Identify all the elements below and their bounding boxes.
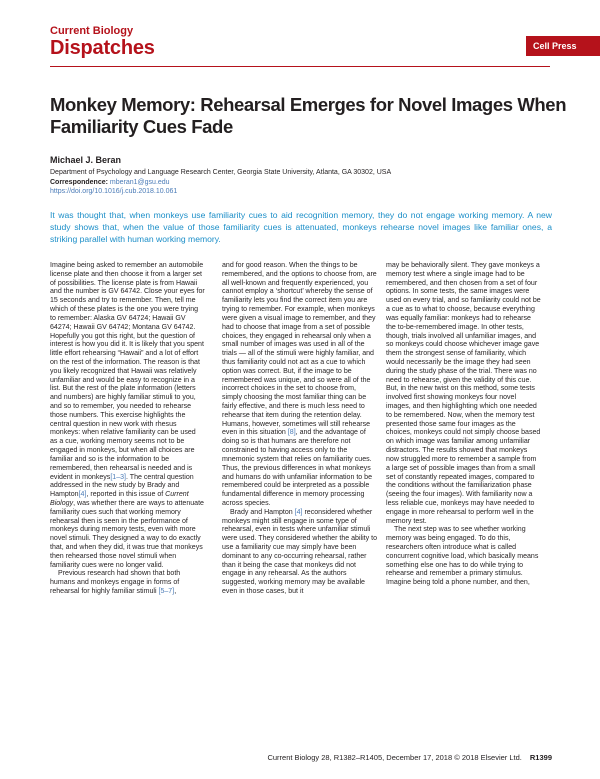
doi-link[interactable]: https://doi.org/10.1016/j.cub.2018.10.061 bbox=[50, 188, 178, 195]
correspondence-email[interactable]: mberan1@gsu.edu bbox=[109, 178, 170, 186]
citation-link[interactable]: [8] bbox=[287, 429, 296, 437]
page-number: R1399 bbox=[529, 753, 552, 762]
article-title: Monkey Memory: Rehearsal Emerges for Novel Images When Familiarity Cues Fade bbox=[50, 94, 567, 137]
citation-link[interactable]: [4] bbox=[294, 508, 303, 516]
affiliation-block bbox=[50, 168, 391, 197]
citation-link[interactable]: [1–3] bbox=[110, 473, 127, 481]
body-column-1 bbox=[50, 262, 205, 597]
journal-name: Current Biology bbox=[50, 25, 134, 37]
paragraph: Brady and Hampton [4] reconsidered whether monkeys might still engage in some type of rehearsal, even in tests where unfamiliar stimuli were used. They considered whether the ability to use a familiarity cue may simply have been dominant to any co-occurring rehearsal, rather than it being the case that monkeys did not engage in any rehearsal. As the authors suggested, working memory may be available even in those cases, but it bbox=[222, 508, 377, 596]
affiliation: Department of Psychology and Language Research Center, Georgia State University, Atlanta, GA 30302, USA bbox=[50, 169, 392, 176]
correspondence bbox=[50, 178, 391, 188]
body-column-3 bbox=[386, 262, 541, 588]
page-footer bbox=[267, 753, 552, 762]
footer-citation: Current Biology 28, R1382–R1405, December 17, 2018 © 2018 Elsevier Ltd. bbox=[267, 753, 522, 762]
paragraph: The next step was to see whether working memory was being engaged. To do this, researchers often introduce what is called concurrent cognitive load, which basically means something else one has to do while trying to rehearse and remember a primary stimulus. Imagine being told a phone number, and then, bbox=[386, 526, 539, 587]
journal-italic: Current Biology bbox=[50, 491, 189, 507]
citation-link[interactable]: [5–7] bbox=[158, 588, 175, 596]
paragraph: Imagine being asked to remember an automobile license plate and then choose it from a larger set of possibilities. The license plate is from Hawaii and the number is GV 64742. Close your eyes for 15 seconds and try to remember. Then, tell me which of these plates is the one you were trying to remember: Alaska GV 64724; Hawaii GV 64274; Hawaii GV 64742; Montana GV 64742. Hopefully you got this right, but the question of interest is how you did it. It is likely that you spent little effort rehearsing “Hawaii” and a lot of effort on the rest of the information. The reason is that you likely recognized that Hawaii was relatively unfamiliar and would be easy to recognize in a list. But the rest of the plate information (letters and numbers) are highly familiar stimuli to you, and so to remember, you needed to rehearse those numbers. This exercise highlights the central question in new work with rhesus monkeys: when relative familiarity can be used as a cue, working memory seems not to be engaged in monkeys, but when all choices are familiar and so is the information to be remembered, then rehearsal is needed and is evident in monkeys[1–3]. The central question addressed in the new study by Brady and Hampton[4], reported in this issue of Current Biology, was whether there are ways to attenuate familiarity cues such that working memory rehearsal then is seen in the performance of monkeys during memory tests, even with more novel stimuli. They designed a way to do exactly that, and when they did, it was true that monkeys then rehearsed those novel stimuli when familiarity cues were no longer valid. bbox=[50, 262, 205, 569]
section-title: Dispatches bbox=[50, 37, 155, 59]
author-name: Michael J. Beran bbox=[50, 155, 122, 165]
header-rule bbox=[50, 66, 550, 67]
paragraph: Previous research had shown that both humans and monkeys engage in forms of rehearsal for highly familiar stimuli [5–7], bbox=[50, 570, 181, 596]
paragraph: and for good reason. When the things to be remembered, and the options to choose from, are all well-known and frequently experienced, you cannot employ a ‘shortcut’ whereby the sense of familiarity lets you find the correct item you are trying to remember. For example, when monkeys were given a visual image to remember, and they had to choose that image from a set of possible choices, they engaged in rehearsal only when a small number of images was used in all of the trials — all of the stimuli were highly familiar, and thus familiarity could not act as a cue to which option was correct. But, if the image to be remembered was unique, and so were all of the incorrect choices in the set to choose from, simply choosing the most familiar thing can be fairly effective, and there is much less need to rehearse that item during the retention delay. Humans, however, sometimes will still rehearse even in this situation [8], and the advantage of doing so is that humans are therefore not constrained to having access only to the mnemonic system that relies on familiarity cues. Thus, the previous differences in what monkeys and humans do with unfamiliar information to be remembered could be interpreted as a possible fundamental difference in memory processing across species. bbox=[222, 262, 377, 507]
body-column-2 bbox=[222, 262, 377, 597]
abstract: It was thought that, when monkeys use familiarity cues to aid recognition memory, they do not engage working memory. A new study shows that, when the value of those familiarity cues is attenuated, monkeys rehearse novel images like familiar ones, a striking parallel with human working memory. bbox=[50, 210, 552, 244]
citation-link[interactable]: [4] bbox=[78, 491, 87, 499]
paragraph: may be behaviorally silent. They gave monkeys a memory test where a single image had to be remembered, and then chosen from a set of four options. In some tests, the same images were used on every trial, and so familiarity could not be a cue as to what to choose, because everything was equally familiar: monkeys had to rehearse the to-be-remembered image. In other tests, though, trials involved all unfamiliar images, and so monkeys could choose whichever image gave them the strongest sense of familiarity, which would necessarily be the image they had seen during the study phase of the trial. There was no need to rehearse, given the validity of this cue. But, in the new twist on this method, some tests involved first showing monkeys four novel images, and then highlighting which one needed to be remembered. Now, when the memory test presented those same four images as the choices, monkeys could not simply choose based on which image was familiar among unfamiliar distractors. The results showed that monkeys now struggled more to remember a sample from a large set of possible images than from a small set of constantly repeated images, compared to the conditions without the familiarization phase (seeing the four images). With familiarity now a less reliable cue, monkeys may have needed to engage in more rehearsal to perform well in the memory test. bbox=[386, 262, 541, 525]
correspondence-label: Correspondence: bbox=[50, 178, 108, 186]
publisher-logo: Cell Press bbox=[526, 36, 600, 56]
